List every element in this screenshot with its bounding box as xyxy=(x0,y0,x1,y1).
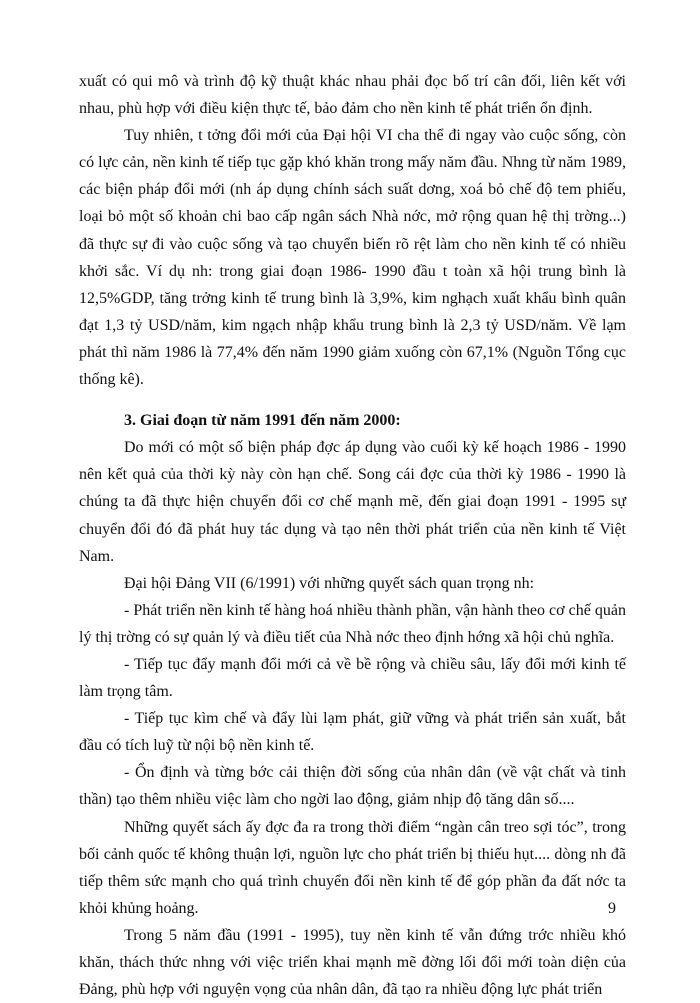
list-item-policy-2: - Tiếp tục đẩy mạnh đổi mới cả về bề rộng và chiều sâu, lấy đổi mới kinh tế làm trọng tâm. xyxy=(79,655,626,701)
paragraph-first-five-years: Trong 5 năm đầu (1991 - 1995), tuy nền kinh tế vẫn đứng trớc nhiều khó khăn, thách thức nhng với việc triển khai mạnh mẽ đờng lối đổi mới toàn diện của Đảng, phù hợp với nguyện vọng của nhân dân, đã tạo ra nhiều động lực phát triển xyxy=(79,926,626,999)
list-item-policy-3: - Tiếp tục kìm chế và đẩy lùi lạm phát, giữ vững và phát triển sản xuất, bắt đầu có tích luỹ từ nội bộ nền kinh tế. xyxy=(79,710,626,755)
paragraph-decisions: Những quyết sách ấy đợc đa ra trong thời điểm “ngàn cân treo sợi tóc”, trong bối cảnh quốc tế không thuận lợi, nguồn lực cho phát triển bị thiếu hụt.... dòng nh đã tiếp thêm sức mạnh cho quá trình chuyển đổi nền kinh tế để góp phần đa đất nớc ta khỏi khủng hoảng. xyxy=(79,818,626,917)
page-number: 9 xyxy=(608,900,616,917)
section-heading: 3. Giai đoạn từ năm 1991 đến năm 2000: xyxy=(124,412,401,430)
paragraph-continuation: xuất có qui mô và trình độ kỹ thuật khác nhau phải đọc bố trí cân đối, liên kết với nhau, phù hợp với điều kiện thực tế, bảo đảm cho nền kinh tế phát triển ổn định. xyxy=(79,73,626,118)
list-item-policy-1: - Phát triển nền kinh tế hàng hoá nhiều thành phần, vận hành theo cơ chế quản lý thị trờng có sự quản lý và điều tiết của Nhà nớc theo định hớng xã hội chủ nghĩa. xyxy=(79,601,626,646)
paragraph-congress-vii: Đại hội Đảng VII (6/1991) với những quyết sách quan trọng nh: xyxy=(124,574,535,592)
list-item-policy-4: - Ổn định và từng bớc cải thiện đời sống của nhân dân (về vật chất và tinh thần) tạo thêm nhiều việc làm cho ngời lao động, giảm nhịp độ tăng dân số.... xyxy=(79,764,626,809)
document-body xyxy=(79,68,626,1003)
paragraph-period-intro: Do mới có một số biện pháp đợc áp dụng vào cuối kỳ kế hoạch 1986 - 1990 nên kết quả của thời kỳ này còn hạn chế. Song cái đợc của thời kỳ 1986 - 1990 là chúng ta đã thực hiện chuyển đổi cơ chế mạnh mẽ, đến giai đoạn 1991 - 1995 sự chuyển đổi đó đã phát huy tác dụng và tạo nên thời phát triển của nền kinh tế Việt Nam. xyxy=(79,439,626,565)
paragraph-reform-results: Tuy nhiên, t tởng đổi mới của Đại hội VI cha thể đi ngay vào cuộc sống, còn có lực cản, nền kinh tế tiếp tục gặp khó khăn trong mấy năm đầu. Nhng từ năm 1989, các biện pháp đổi mới (nh áp dụng chính sách suất dơng, xoá bỏ chế độ tem phiếu, loại bỏ một số khoản chi bao cấp ngân sách Nhà nớc, mở rộng quan hệ thị trờng...) đã thực sự đi vào cuộc sống và tạo chuyển biến rõ rệt làm cho nền kinh tế có nhiều khởi sắc. Ví dụ nh: trong giai đoạn 1986- 1990 đầu t toàn xã hội trung bình là 12,5%GDP, tăng trởng kinh tế trung bình là 3,9%, kim nghạch xuất khẩu bình quân đạt 1,3 tỷ USD/năm, kim ngạch nhập khẩu trung bình là 2,3 tỷ USD/năm. Về lạm phát thì năm 1986 là 77,4% đến năm 1990 giảm xuống còn 67,1% (Nguồn Tổng cục thống kê). xyxy=(79,127,626,389)
